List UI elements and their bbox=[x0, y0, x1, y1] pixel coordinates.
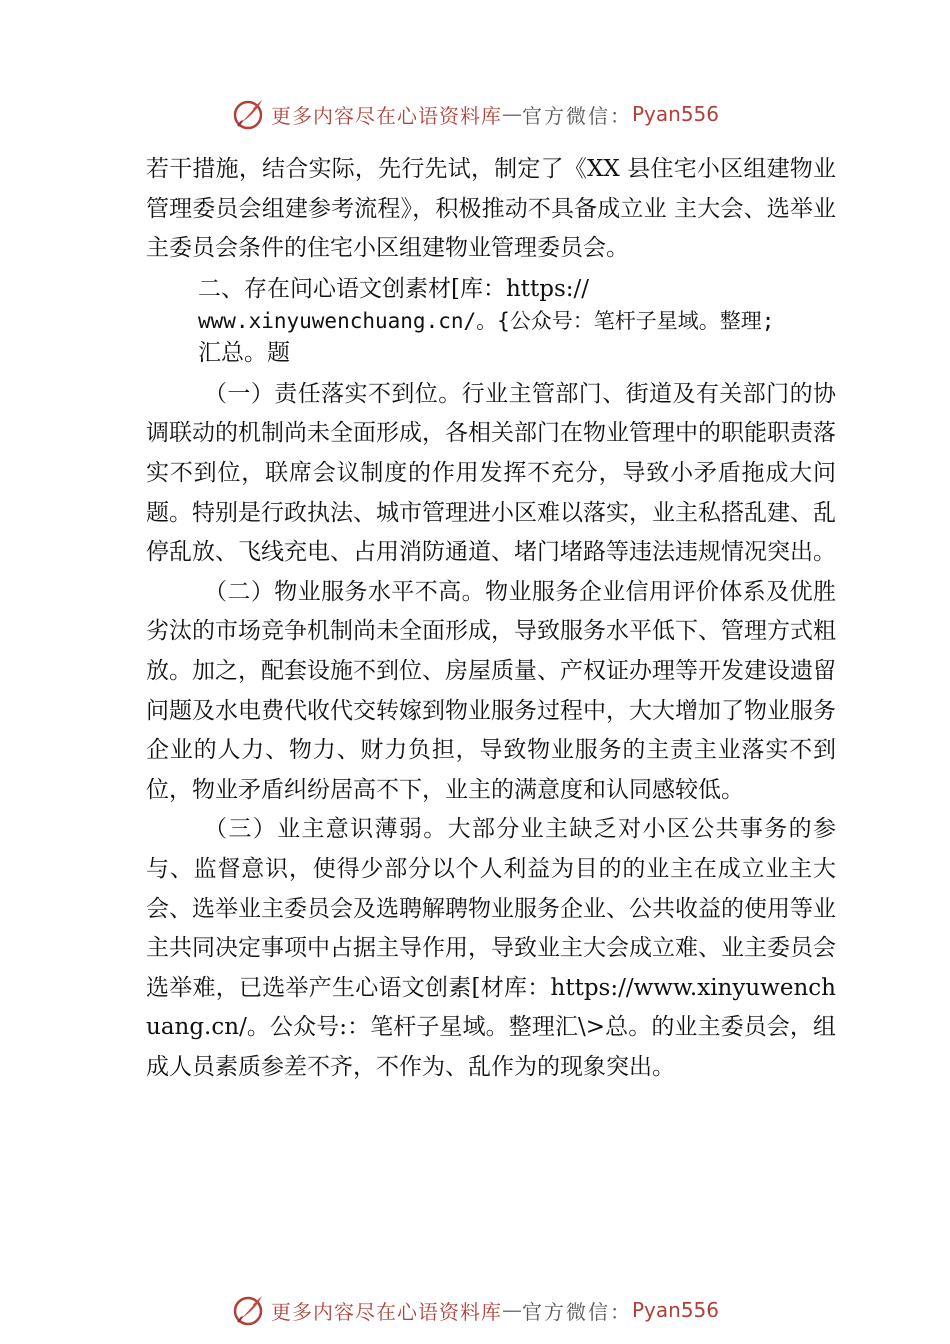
header-banner bbox=[0, 94, 950, 134]
quill-logo-icon bbox=[231, 1292, 267, 1328]
section-heading bbox=[146, 273, 836, 369]
paragraph-service-level: （二）物业服务水平不高。物业服务企业信用评价体系及优胜劣汰的市场竞争机制尚未全面形成，导致服务水平低下、管理方式粗放。加之，配套设施不到位、房屋质量、产权证办理等开发建设遗留问题及水电费代收代交转嫁到物业服务过程中，大大增加了物业服务企业的人力、物力、财力负担，导致物业服务的主责主业落实不到位，物业矛盾纠纷居高不下，业主的满意度和认同感较低。 bbox=[146, 578, 836, 803]
banner-separator: — bbox=[501, 1298, 522, 1322]
document-body bbox=[146, 150, 836, 1087]
paragraph-owner-awareness: （三）业主意识薄弱。大部分业主缺乏对小区公共事务的参与、监督意识，使得少部分以个人利益为目的的业主在成立业主大会、选举业主委员会及选聘解聘物业服务企业、公共收益的使用等业主共同决定事项中占据主导作用，导致业主大会成立难、业主委员会选举难，已选举产生心语文创素[材库：https://www.xinyuwenchuang.cn/。公众号:：笔杆子星域。整理汇\>总。的业主委员会，组成人员素质参差不齐，不作为、乱作为的现象突出。 bbox=[146, 816, 836, 1080]
section-heading-line-2: www.xinyuwenchuang.cn/。{公众号：笔杆子星域。整理; bbox=[198, 308, 775, 333]
banner-wechat-label: 官方微信： bbox=[521, 1299, 632, 1324]
banner-wechat-id: Pyan556 bbox=[631, 102, 719, 126]
section-heading-line-1: 二、存在问心语文创素材[库：https:// bbox=[198, 275, 590, 302]
paragraph-intro: 若干措施，结合实际，先行先试，制定了《XX 县住宅小区组建物业管理委员会组建参考流程》，积极推动不具备成立业 主大会、选举业主委员会条件的住宅小区组建物业管理委员会。 bbox=[146, 156, 836, 262]
banner-wechat-label: 官方微信： bbox=[521, 103, 632, 128]
banner-separator: — bbox=[501, 102, 522, 126]
footer-banner bbox=[0, 1290, 950, 1330]
paragraph-responsibility: （一）责任落实不到位。行业主管部门、街道及有关部门的协调联动的机制尚未全面形成，各相关部门在物业管理中的职能职责落实不到位，联席会议制度的作用发挥不充分，导致小矛盾拖成大问题。特别是行政执法、城市管理进小区难以落实，业主私搭乱建、乱停乱放、飞线充电、占用消防通道、堵门堵路等违法违规情况突出。 bbox=[146, 380, 836, 566]
banner-wechat-id: Pyan556 bbox=[631, 1298, 719, 1322]
banner-promo-text: 更多内容尽在心语资料库 bbox=[270, 103, 502, 128]
quill-logo-icon bbox=[231, 96, 267, 132]
section-heading-line-3: 汇总。题 bbox=[198, 339, 290, 366]
banner-promo-text: 更多内容尽在心语资料库 bbox=[270, 1299, 502, 1324]
